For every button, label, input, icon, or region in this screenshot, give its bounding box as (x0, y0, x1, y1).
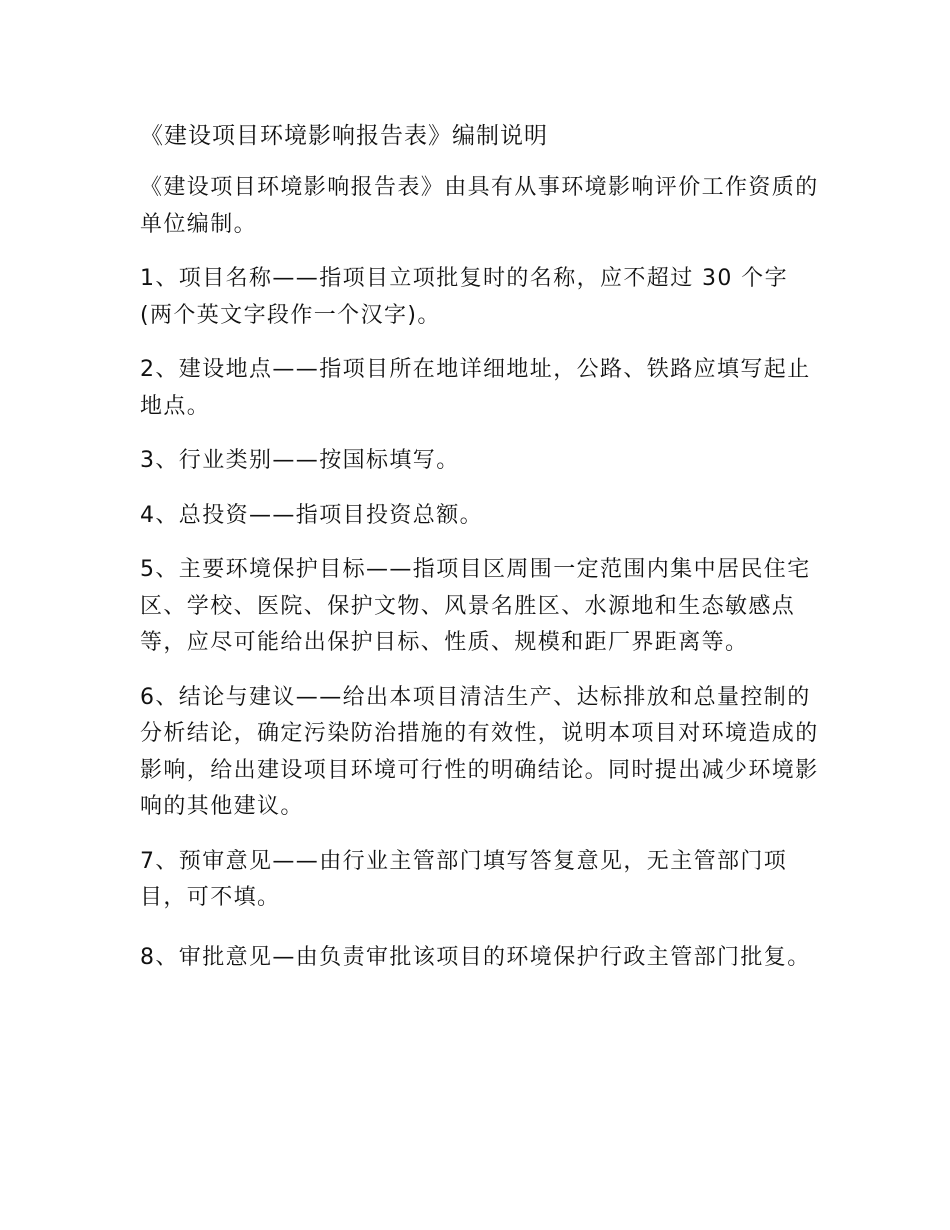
document-page (140, 116, 820, 999)
item-construction-site: 2、建设地点——指项目所在地详细地址，公路、铁路应填写起止地点。 (140, 357, 811, 419)
item-approval-opinion: 8、审批意见—由负责审批该项目的环境保护行政主管部门批复。 (140, 944, 811, 970)
item-industry-category: 3、行业类别——按国标填写。 (140, 448, 460, 473)
item-conclusions: 6、结论与建议——给出本项目清洁生产、达标排放和总量控制的分析结论，确定污染防治措施的有效性，说明本项目对环境造成的影响，给出建设项目环境可行性的明确结论。同时提出减少环境影响的其他建议。 (140, 684, 819, 819)
item-total-investment: 4、总投资——指项目投资总额。 (140, 502, 483, 528)
item-preliminary-review: 7、预审意见——由行业主管部门填写答复意见，无主管部门项目，可不填。 (140, 848, 788, 910)
intro-paragraph: 《建设项目环境影响报告表》由具有从事环境影响评价工作资质的单位编制。 (140, 175, 819, 237)
item-project-name: 1、项目名称——指项目立项批复时的名称，应不超过 30 个字(两个英文字段作一个汉字)。 (140, 266, 788, 328)
document-title: 《建设项目环境影响报告表》编制说明 (140, 123, 548, 149)
item-protection-targets: 5、主要环境保护目标——指项目区周围一定范围内集中居民住宅区、学校、医院、保护文物、风景名胜区、水源地和生态敏感点等，应尽可能给出保护目标、性质、规模和距厂界距离等。 (140, 557, 811, 655)
